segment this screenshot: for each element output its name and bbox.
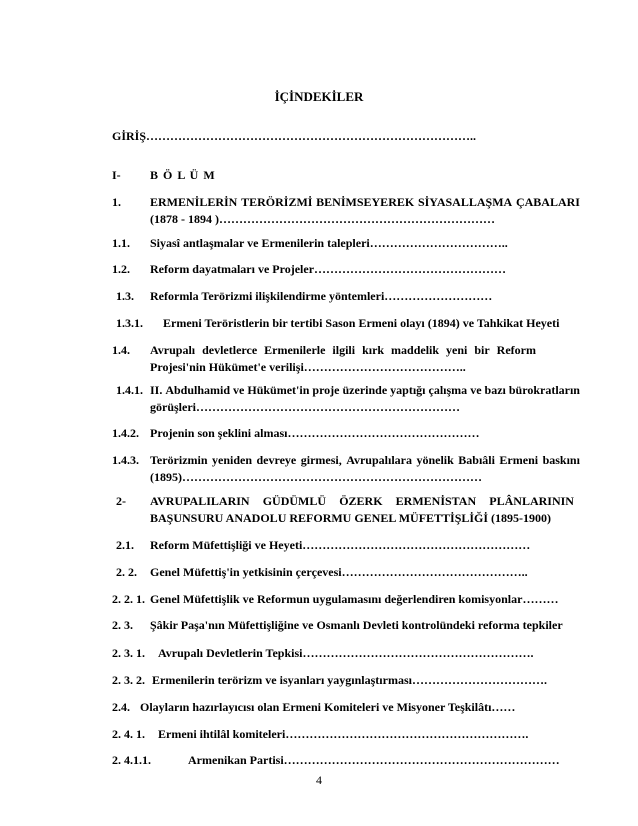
toc-entry-number: 2. 4.1.1.: [112, 753, 151, 767]
toc-word: II.: [150, 383, 163, 397]
toc-entry-text: Ermeni Teröristlerin bir tertibi Sason Ermeni olayı (1894) ve Tahkikat Heyeti: [163, 316, 560, 330]
toc-word: devreye: [256, 453, 297, 467]
toc-word: yönelik: [416, 453, 454, 467]
toc-word: ilgili: [332, 343, 356, 357]
toc-word: Ermeni: [499, 453, 539, 467]
toc-word: ve: [233, 383, 245, 397]
toc-entry-giris-text: GİRİŞ………………………………………………………………………..: [112, 129, 477, 143]
toc-word: Avrupalılara: [346, 453, 412, 467]
toc-entry-text-line: [150, 194, 580, 211]
toc-entry-number: 1.3.: [116, 289, 134, 303]
toc-word: TERÖRİZMİ: [241, 195, 313, 209]
toc-entry-text-block: [150, 452, 580, 486]
toc-entry-number: 1.2.: [112, 262, 130, 276]
toc-entry-text-line: görüşleri…………………………………………………………: [150, 400, 460, 414]
toc-entry-number: 1.4.3.: [112, 453, 139, 467]
toc-word: Abdulhamid: [165, 383, 231, 397]
toc-entry-number: 2-: [116, 494, 126, 508]
toc-entry-number: 2. 3. 2.: [112, 673, 145, 687]
toc-word: Avrupalı: [150, 343, 196, 357]
toc-entry-number: 2. 2. 1.: [112, 592, 145, 606]
toc-word: çalışma: [428, 383, 468, 397]
toc-entry-text-line: Projesi'nin Hükümet'e verilişi…………………………………..: [150, 360, 466, 374]
toc-entry-number: 2. 2.: [116, 565, 137, 579]
toc-word: ERMENİLERİN: [150, 195, 238, 209]
toc-word: Hükümet'in: [247, 383, 310, 397]
toc-word: yeni: [446, 343, 468, 357]
toc-entry-number: 1.3.1.: [116, 316, 143, 330]
toc-word: yeniden: [212, 453, 253, 467]
toc-entry-text-line: [150, 452, 580, 469]
toc-entry-number: 2.4.: [112, 700, 130, 714]
toc-entry-number: 1.: [112, 195, 121, 209]
toc-entry-number: 2. 4. 1.: [112, 727, 145, 741]
toc-word: proje: [312, 383, 340, 397]
toc-word: bir: [474, 343, 490, 357]
toc-word: SİYASALLAŞMA: [417, 195, 513, 209]
toc-word: AVRUPALILARIN: [150, 494, 250, 508]
toc-entry-text: Siyasî antlaşmalar ve Ermenilerin talepleri……………………………..: [150, 236, 508, 250]
toc-word: girmesi,: [300, 453, 342, 467]
toc-entry-text-block: [150, 342, 536, 376]
toc-word: ERMENİSTAN: [395, 494, 477, 508]
toc-word: Reform: [496, 343, 536, 357]
toc-entry-number: 2. 3. 1.: [112, 646, 145, 660]
toc-entry-text: Genel Müfettiş'in yetkisinin çerçevesi………………………………………..: [150, 565, 528, 579]
toc-entry-text-line: [150, 342, 536, 359]
toc-entry-text: Olayların hazırlayıcısı olan Ermeni Komiteleri ve Misyoner Teşkilâtı……: [140, 700, 516, 714]
toc-word: yaptığı: [390, 383, 426, 397]
toc-word: Terörizmin: [150, 453, 208, 467]
toc-word: kırk: [362, 343, 385, 357]
toc-entry-text-line: [150, 493, 574, 510]
toc-word: maddelik: [391, 343, 440, 357]
toc-word: ÇABALARI: [515, 195, 580, 209]
toc-entry-text: Şâkir Paşa'nın Müfettişliğine ve Osmanlı Devleti kontrolündeki reforma tepkiler: [150, 618, 563, 632]
page-number: 4: [316, 773, 322, 787]
toc-entry-text-block: [150, 382, 580, 416]
toc-entry-number: 1.4.: [112, 343, 130, 357]
toc-word: bazı: [484, 383, 506, 397]
toc-entry-text: Reform dayatmaları ve Projeler…………………………………………: [150, 262, 507, 276]
toc-entry-text: Genel Müfettişlik ve Reformun uygulamasını değerlendiren komisyonlar………: [150, 592, 559, 606]
toc-entry-text-block: [150, 493, 574, 527]
toc-entry-number: 1.1.: [112, 236, 130, 250]
toc-entry-text: Ermenilerin terörizm ve isyanları yaygınlaştırması…………………………….: [152, 673, 547, 687]
toc-entry-number: 1.4.1.: [116, 383, 143, 397]
toc-word: GÜDÜMLÜ: [262, 494, 327, 508]
toc-entry-text-block: [150, 194, 580, 228]
toc-entry-text: Reformla Terörizmi ilişkilendirme yöntemleri………………………: [150, 289, 493, 303]
toc-word: BENİMSEYEREK: [316, 195, 415, 209]
page-title: İÇİNDEKİLER: [274, 89, 364, 104]
toc-entry-text-line: [150, 382, 580, 399]
toc-word: PLÂNLARININ: [489, 494, 574, 508]
toc-entry-number: I-: [112, 168, 121, 182]
toc-word: bürokratların: [508, 383, 580, 397]
toc-entry-text: B Ö L Ü M: [150, 168, 216, 182]
toc-entry-text-line: (1878 - 1894 )……………………………………………………………: [150, 212, 495, 226]
toc-entry-text: Projenin son şeklini alması…………………………………………: [150, 426, 480, 440]
toc-word: üzerinde: [342, 383, 388, 397]
toc-entry-number: 2.1.: [116, 538, 134, 552]
toc-entry-text: Avrupalı Devletlerin Tepkisi………………………………………………….: [158, 646, 534, 660]
toc-entry-text-line: BAŞUNSURU ANADOLU REFORMU GENEL MÜFETTİŞLİĞİ (1895-1900): [150, 511, 552, 525]
toc-word: ve: [470, 383, 482, 397]
toc-entry-text: Ermeni ihtilâl komiteleri…………………………………………………….: [158, 727, 529, 741]
toc-word: Babıâli: [458, 453, 495, 467]
toc-entry-text: Reform Müfettişliği ve Heyeti…………………………………………………: [150, 538, 531, 552]
toc-entry-text-line: (1895)…………………………………………………………………: [150, 470, 482, 484]
toc-word: devletlerce: [202, 343, 258, 357]
toc-word: Ermenilerle: [264, 343, 326, 357]
toc-word: baskını: [542, 453, 580, 467]
toc-entry-number: 2. 3.: [112, 618, 133, 632]
toc-entry-text: Armenikan Partisi……………………………………………………………: [188, 753, 560, 767]
toc-entry-number: 1.4.2.: [112, 426, 139, 440]
toc-word: ÖZERK: [339, 494, 383, 508]
